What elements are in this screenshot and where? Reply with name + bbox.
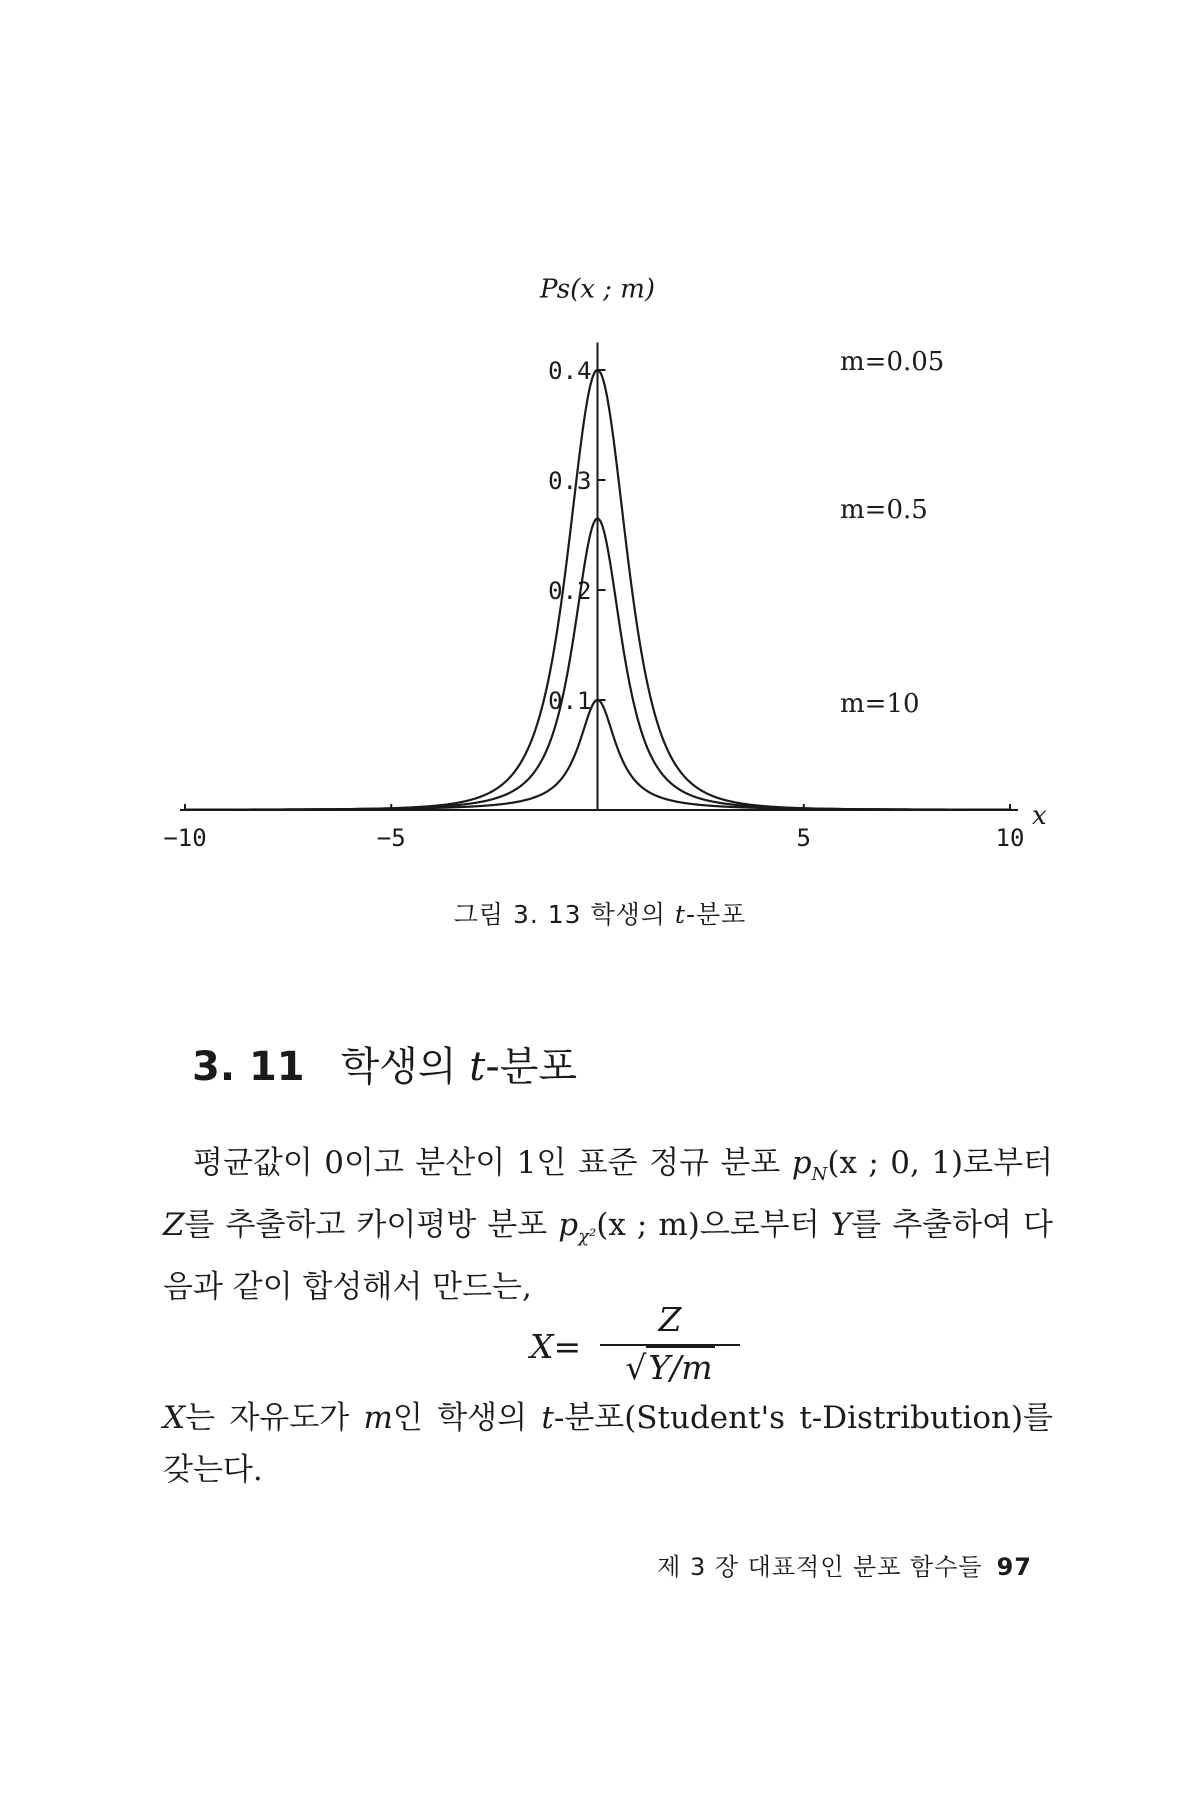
p1-pchi: p [558, 1207, 579, 1244]
section-title-prefix: 학생의 [340, 1044, 470, 1090]
x-tick-label: −10 [163, 824, 207, 852]
p1-pn-sub: N [811, 1164, 828, 1186]
p1-pn: p [791, 1145, 812, 1181]
x-tick-label: 10 [995, 824, 1025, 852]
y-tick-label: 0.2 [548, 577, 592, 605]
chapter-title: 제 3 장 대표적인 분포 함수들 [657, 1553, 983, 1581]
p1-text-2: (x ; 0, 1)로부터 [827, 1145, 1053, 1181]
section-heading [192, 1035, 577, 1092]
paragraph-1 [163, 1138, 1053, 1312]
paragraph-2 [163, 1392, 1053, 1496]
section-title-suffix: -분포 [485, 1044, 578, 1090]
p2-t: t [541, 1400, 554, 1436]
legend-label-3: m=10 [840, 689, 920, 719]
caption-t: t [674, 900, 686, 929]
page-footer [657, 1547, 1032, 1582]
p2-text-2: 인 학생의 [392, 1400, 542, 1436]
p2-text-3: -분포(Student's t-Distribution)를 갖는다. [163, 1400, 1053, 1488]
x-tick-label: 5 [796, 824, 811, 852]
formula-numerator: Z [658, 1300, 682, 1339]
p2-m: m [363, 1400, 393, 1436]
p1-text-5: 를 추출하여 다음과 같이 합성해서 만드는, [163, 1207, 1053, 1306]
p1-text-4: (x ; m)으로부터 [596, 1207, 831, 1244]
y-tick-label: 0.1 [548, 687, 592, 715]
page-number: 97 [996, 1553, 1032, 1581]
p2-text-1: 는 자유도가 [185, 1400, 364, 1436]
p2-x: X [163, 1400, 186, 1436]
p1-y: Y [830, 1207, 852, 1244]
y-tick-label: 0.4 [548, 357, 592, 385]
legend-label-1: m=0.05 [840, 347, 945, 377]
caption-prefix: 그림 3. 13 학생의 [453, 900, 675, 929]
formula-radicand: Y/m [648, 1348, 713, 1387]
figure-caption [0, 895, 1200, 931]
x-axis-title: x [1032, 801, 1047, 831]
p1-text-1: 평균값이 0이고 분산이 1인 표준 정규 분포 [193, 1145, 792, 1181]
legend-label-2: m=0.5 [840, 495, 928, 525]
p1-z: Z [163, 1207, 185, 1244]
y-axis-title: Ps(x ; m) [539, 274, 656, 305]
formula-denominator [600, 1348, 740, 1387]
x-tick-label: −5 [376, 824, 406, 852]
p1-text-3: 를 추출하고 카이평방 분포 [184, 1207, 559, 1244]
caption-suffix: -분포 [685, 900, 747, 929]
formula-lhs: X= [530, 1327, 582, 1366]
sqrt-sign: √ [625, 1348, 647, 1387]
y-tick-label: 0.3 [548, 467, 592, 495]
section-title-t: t [469, 1044, 486, 1090]
p1-pchi-sub: χ² [578, 1226, 597, 1248]
section-number: 3. 11 [192, 1044, 305, 1090]
